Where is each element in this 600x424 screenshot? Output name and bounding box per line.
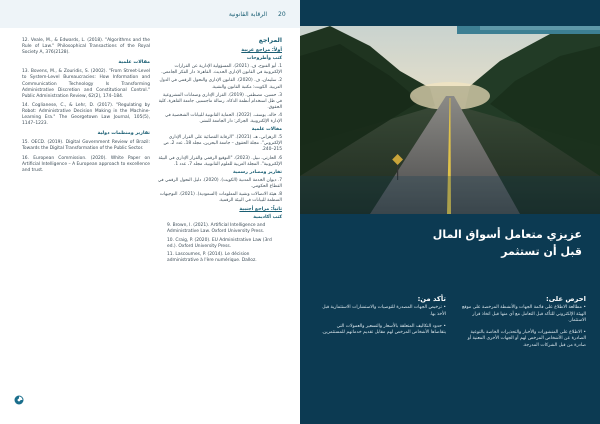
page-title	[422, 226, 582, 260]
reference-item: 3. حسين، مصطفى. (2019). القرار الإداري وضمانات المشروعية في ظل استخدام أنظمة الذكاء. رسالة ماجستير، جامعة القاهرة، كلية الحقوق.	[158, 92, 282, 110]
arabic-references-column	[157, 38, 282, 266]
page-number: 20	[278, 11, 286, 18]
advice-item: • مطالعة الاطلاع على قائمة الجهات والأنشطة المرخصة على موقع الهيئة الإلكتروني للتأكد قبل التعامل مع أي منها قبل اتخاذ قرار الاستثمار.	[461, 305, 586, 323]
foreign-refs-heading: ثانياً: مراجع أجنبية	[239, 207, 282, 213]
books-heading: كتب وأطروحات	[246, 56, 282, 62]
make-sure-section	[320, 296, 446, 342]
reference-item: 8. هيئة الاتصالات وتقنية المعلومات (السعودية). (2021). التوجيهات المنظمة للبيانات في البيئة الرقمية.	[159, 191, 282, 204]
reference-item: 13. Bovens, M., & Zouridis, S. (2002). "From Street-Level to System-Level Bureaucracies: How Information and Communication Technology Is Transforming Administrative Discretion and Constitutional Control." Public Administration Review, 62(2), 174–184.	[22, 69, 150, 99]
articles-heading: مقالات علمية	[251, 127, 282, 133]
reference-item: 9. Brown, I. (2021). Artificial Intelligence and Administrative Law. Oxford University Press.	[167, 223, 266, 235]
accent-bar-light	[480, 26, 600, 30]
advice-item: • ترخيص الجهات المصدرة للتوصيات والاستشارات الاستثمارية قبل الأخذ بها.	[322, 305, 446, 317]
scientific-articles-heading: مقالات علمية	[118, 60, 150, 66]
reference-item: 14. Coglianese, C., & Lehr, D. (2017). "Regulating by Robot: Administrative Decision Making in the Machine-Learning Era." The Georgetown Law Journal, 105(5), 1147–1223.	[22, 102, 150, 127]
make-sure-heading: تأكد من:	[417, 295, 446, 303]
title-line-2: قبل أن تستثمر	[501, 245, 582, 258]
reports-heading: تقارير ومصادر رسمية	[232, 169, 282, 175]
reference-item: 11. Lascoumes, P. (2014). Le décision administrative à l'ère numérique. Dalloz.	[167, 251, 257, 263]
road-photo	[300, 26, 600, 214]
right-page	[300, 0, 600, 424]
reference-item: 12. Veale, M., & Edwards, L. (2018). "Algorithms and the Rule of Law." Philosophical Transactions of the Royal Society A, 376(2128).	[22, 38, 150, 56]
reference-item: 15. OECD. (2019). Digital Government Review of Brazil: Towards the Digital Transformation of the Public Sector.	[22, 140, 150, 152]
reference-item: 16. European Commission. (2020). White Paper on Artificial Intelligence – A European approach to excellence and trust.	[22, 155, 150, 173]
references-title: المراجع	[258, 37, 282, 44]
advice-item: • الاطلاع على المنشورات والأخبار والتحذيرات الخاصة بالتوعية الصادرة عن الأشخاص المرخص لهم أو الجهات الأخرى المعنية أو صادرة من قبل الشركات المدرجة.	[467, 330, 586, 348]
be-careful-heading: احرص على:	[546, 295, 586, 303]
arabic-refs-heading: أولاً: مراجع عربية	[241, 48, 282, 54]
running-header: الرقابة القانونية	[228, 11, 267, 18]
reference-item: 10. Craig, P. (2020). EU Administrative Law (3rd ed.). Oxford University Press.	[167, 237, 272, 249]
reference-item: 7. ديوان الخدمة المدنية (الكويت). (2020). دليل التحول الرقمي في القطاع الحكومي.	[157, 177, 282, 189]
reference-item: 1. أبو الفتوح، ف. (2021). المسؤولية الإدارية عن القرارات الإلكترونية في القانون الإداري الحديث. القاهرة: دار الفكر الجامعي.	[161, 64, 282, 76]
be-careful-section	[458, 296, 586, 355]
title-line-1: عزيزي متعامل أسواق المال	[432, 228, 582, 241]
reference-item: 5. الزهراني، هـ. (2021). "الرقابة القضائية على القرار الإداري الإلكتروني". مجلة الحقوق – جامعة البحرين، مجلد 18، عدد 2، ص 215–240.	[163, 135, 282, 153]
reference-item: 4. خالد، يوسف. (2022). الحماية القانونية للبيانات الشخصية في الإدارة الإلكترونية. الجزائر: دار الجامعة للنشر.	[165, 112, 282, 125]
academic-books-heading: كتب أكاديمية	[253, 215, 282, 221]
advice-item: • حدود التكاليف المتعلقة بالأسعار والتسعير والعمولات التي يتقاضاها الأشخاص المرخص لهم مقابل تقديم خدماتهم للمستثمرين.	[321, 323, 446, 336]
english-references-column	[22, 38, 150, 177]
reference-item: 2. سليمان، ف. (2020). القانون الإداري والتحول الرقمي في الدول العربية. الكويت: مكتبة القانون والتقنية.	[159, 78, 282, 90]
logo-swirl-icon	[14, 395, 24, 405]
reference-item: 6. الحارثي، نبيل. (2023). "التوقيع الرقمي والقرار الإداري في البيئة الإلكترونية". المجلة العربية للعلوم القانونية، مجلد 7، عدد 1.	[158, 155, 282, 167]
international-reports-heading: تقارير ومنظمات دولية	[97, 131, 150, 137]
